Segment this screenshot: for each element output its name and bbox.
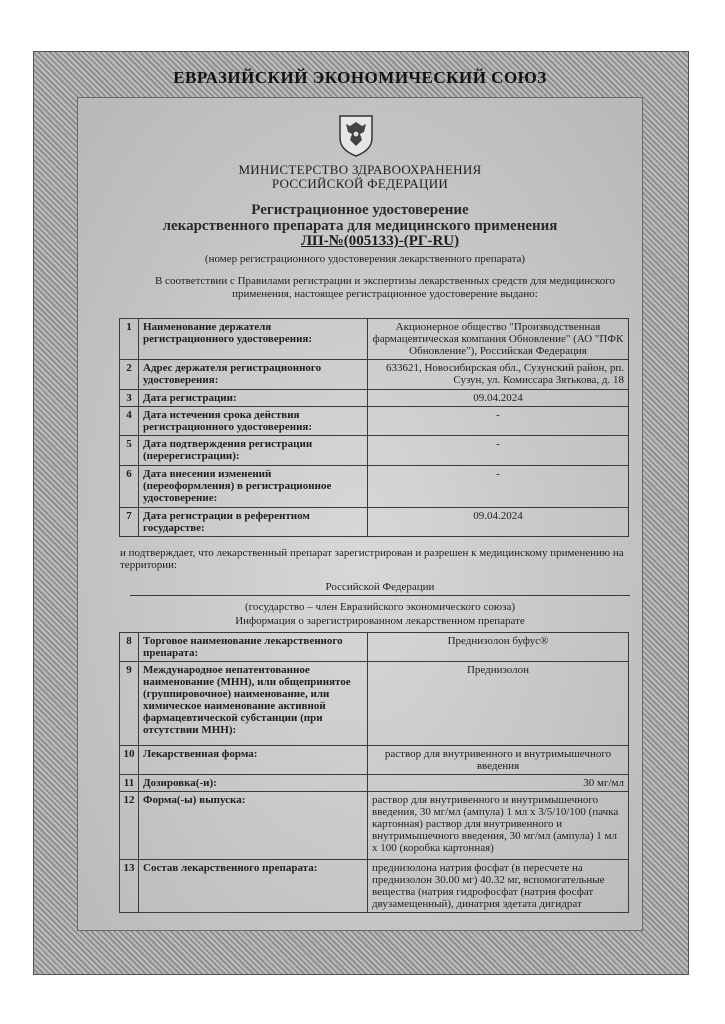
table-row	[120, 633, 629, 662]
product-info-caption: Информация о зарегистрированном лекарственном препарате	[235, 615, 525, 627]
table-row	[120, 662, 629, 746]
ministry-name	[170, 163, 550, 191]
row-label: Международное непатентованное наименование (МНН), или общепринятое (группировочное) наименование, или химическое наименование активной фармацевтической субстанции (при отсутствии МНН):	[139, 662, 368, 746]
row-number: 1	[120, 319, 139, 360]
title-line-2: лекарственного препарата для медицинского применения	[162, 218, 558, 234]
row-number: 2	[120, 360, 139, 390]
row-label: Дозировка(-и):	[139, 775, 368, 792]
table-row	[120, 746, 629, 775]
row-value: Преднизолон	[368, 662, 629, 746]
table-row	[120, 360, 629, 390]
row-value: Преднизолон буфус®	[368, 633, 629, 662]
row-number: 3	[120, 390, 139, 407]
product-info-table	[119, 632, 629, 913]
table-row	[120, 390, 629, 407]
row-value: раствор для внутривенного и внутримышечного введения	[368, 746, 629, 775]
row-number: 7	[120, 508, 139, 537]
country-name: Российской Федерации	[130, 581, 630, 596]
table-row	[120, 792, 629, 860]
row-value: 30 мг/мл	[368, 775, 629, 792]
row-value: 633621, Новосибирская обл., Сузунский район, рп. Сузун, ул. Комиссара Зятькова, д. 18	[368, 360, 629, 390]
table-row	[120, 319, 629, 360]
row-value: -	[368, 436, 629, 466]
row-label: Дата регистрации:	[139, 390, 368, 407]
row-number: 11	[120, 775, 139, 792]
row-number: 4	[120, 407, 139, 436]
holder-info-table	[119, 318, 629, 537]
coat-of-arms-icon	[334, 110, 378, 158]
country-caption: (государство – член Евразийского экономического союза)	[245, 601, 515, 613]
row-value: раствор для внутривенного и внутримышечного введения, 30 мг/мл (ампула) 1 мл x 3/5/10/100 (пачка картонная) раствор для внутривенного и внутримышечного введения, 30 мг/мл (ампула) 1 мл x 100 (коробка картонная)	[368, 792, 629, 860]
row-label: Дата подтверждения регистрации (перерегистрации):	[139, 436, 368, 466]
table-row	[120, 775, 629, 792]
row-number: 12	[120, 792, 139, 860]
row-number: 10	[120, 746, 139, 775]
table-row	[120, 466, 629, 508]
row-number: 5	[120, 436, 139, 466]
intro-text: В соответствии с Правилами регистрации и экспертизы лекарственных средств для медицинского применения, настоящее регистрационное удостоверение выдано:	[154, 275, 616, 300]
document-title	[100, 202, 620, 234]
confirmation-text: и подтверждает, что лекарственный препарат зарегистрирован и разрешен к медицинскому применению на территории:	[120, 547, 624, 571]
row-value: Акционерное общество "Производственная фармацевтическая компания Обновление" (АО "ПФК Обновление"), Российская Федерация	[368, 319, 629, 360]
title-line-1: Регистрационное удостоверение	[251, 202, 469, 218]
row-label: Торговое наименование лекарственного препарата:	[139, 633, 368, 662]
table-row	[120, 436, 629, 466]
row-value: -	[368, 407, 629, 436]
row-number: 8	[120, 633, 139, 662]
union-title: ЕВРАЗИЙСКИЙ ЭКОНОМИЧЕСКИЙ СОЮЗ	[173, 68, 547, 87]
row-value: 09.04.2024	[368, 390, 629, 407]
table-row	[120, 860, 629, 913]
row-number: 9	[120, 662, 139, 746]
row-value: 09.04.2024	[368, 508, 629, 537]
row-value: преднизолона натрия фосфат (в пересчете на преднизолон 30.00 мг) 40.32 мг, вспомогательные вещества (натрия гидрофосфат (натрия фосфат двузамещенный), динатрия эдетата дигидрат	[368, 860, 629, 913]
row-number: 6	[120, 466, 139, 508]
row-number: 13	[120, 860, 139, 913]
row-label: Форма(-ы) выпуска:	[139, 792, 368, 860]
registration-number: ЛП-№(005133)-(РГ-RU)	[300, 233, 460, 249]
row-label: Дата истечения срока действия регистрационного удостоверения:	[139, 407, 368, 436]
row-value: -	[368, 466, 629, 508]
ministry-line-2: РОССИЙСКОЙ ФЕДЕРАЦИИ	[271, 176, 449, 191]
table-row	[120, 407, 629, 436]
row-label: Адрес держателя регистрационного удостоверения:	[139, 360, 368, 390]
ministry-line-1: МИНИСТЕРСТВО ЗДРАВООХРАНЕНИЯ	[238, 162, 482, 177]
row-label: Состав лекарственного препарата:	[139, 860, 368, 913]
row-label: Дата внесения изменений (переоформления) в регистрационное удостоверение:	[139, 466, 368, 508]
row-label: Наименование держателя регистрационного удостоверения:	[139, 319, 368, 360]
row-label: Дата регистрации в референтном государстве:	[139, 508, 368, 537]
table-row	[120, 508, 629, 537]
registration-number-caption: (номер регистрационного удостоверения лекарственного препарата)	[204, 253, 526, 265]
row-label: Лекарственная форма:	[139, 746, 368, 775]
